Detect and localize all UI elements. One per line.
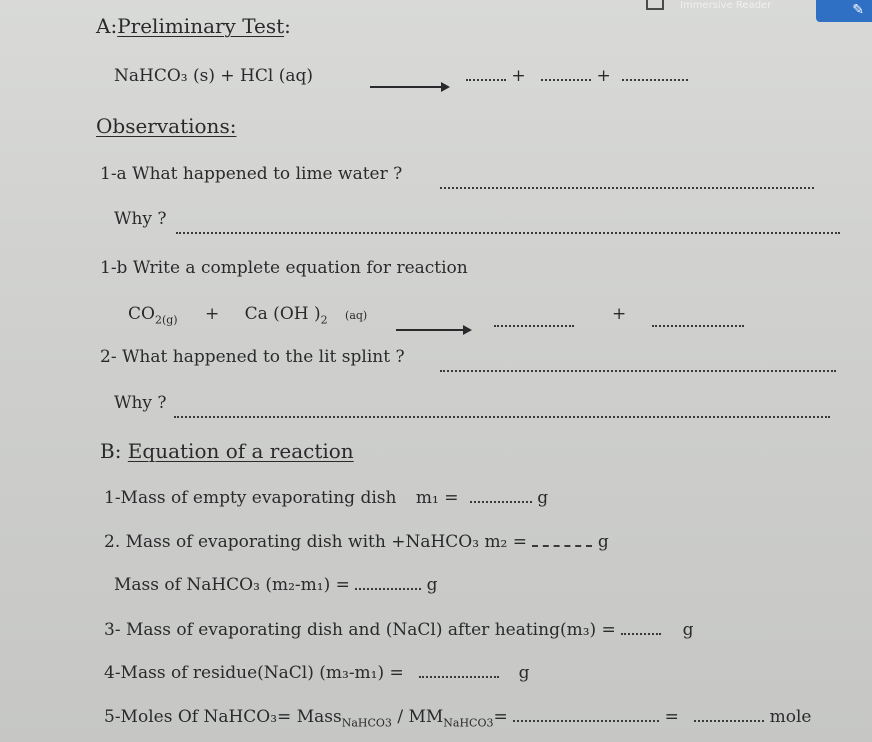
answer-line-2 [440,357,836,376]
mass-line-1 [104,488,548,508]
blank-m3 [621,623,661,635]
reaction-arrow-1b [396,319,470,338]
reaction-left: NaHCO₃ (s) + HCl (aq) [114,66,313,86]
mass-subscript: NaHCO3 [341,716,392,730]
co2-formula: CO [128,304,155,324]
mass-line-3-text: Mass of NaHCO₃ (m₂-m₁) = [114,575,350,595]
mass-line-4-text: 3- Mass of evaporating dish and (NaCl) after heating(m₃) = [104,620,616,640]
mass-line-1-text: 1-Mass of empty evaporating dish [104,488,397,508]
answer-line-1a [440,174,814,193]
moles-text-a: 5-Moles Of NaHCO₃= Mass [104,707,342,727]
m1-unit: g [537,488,549,508]
m3-unit: g [682,620,694,640]
m1-variable: m₁ = [415,488,459,508]
plus-2: + [596,66,611,86]
blank-product-1b-2 [652,312,744,331]
blank-product-2 [541,69,591,81]
immersive-reader-label[interactable]: Immersive Reader [680,0,772,10]
moles-text-b: / MM [391,707,444,727]
mass-nahco3-unit: g [426,575,438,595]
pen-button[interactable] [816,0,872,22]
answer-line-why-1 [176,219,840,238]
question-1a [100,164,402,184]
section-a-label: A: [96,14,118,38]
why-1: Why ? [114,209,167,229]
reaction-equation-a [114,66,313,86]
blank-residue [419,666,499,678]
mass-line-2-text: 2. Mass of evaporating dish with +NaHCO₃ m₂ = [104,532,528,552]
caoh2-formula: Ca (OH ) [244,304,321,324]
mass-line-5-text: 4-Mass of residue(NaCl) (m₃-m₁) = [104,663,404,683]
mass-line-4 [104,620,694,640]
co2-subscript: 2(g) [154,313,178,327]
section-a-title: Preliminary Test [117,14,285,38]
aq-state: (aq) [345,309,368,322]
reaction-products-a [466,66,688,86]
moles-unit: mole [769,707,812,727]
section-b-heading [100,439,354,463]
blank-moles-calc [513,710,659,722]
mm-subscript: NaHCO3 [443,716,494,730]
mass-line-3 [114,575,438,595]
section-b-label: B: [100,439,122,463]
why-2: Why ? [114,393,167,413]
plus-1b-2: + [612,304,627,324]
section-b-title: Equation of a reaction [127,439,354,463]
equation-1b [128,304,367,326]
reaction-arrow-a [370,76,448,95]
moles-equals-2: = [664,707,679,727]
pen-icon: ✎ [852,2,864,18]
blank-moles-result [694,710,764,722]
section-a-colon: : [284,14,291,38]
residue-unit: g [518,663,530,683]
mass-line-2 [104,532,609,552]
mass-line-5 [104,663,529,683]
blank-m1 [470,491,532,503]
blank-product-3 [622,69,688,81]
question-2: 2- What happened to the lit splint ? [100,347,405,367]
observations-heading: Observations: [96,114,237,138]
section-a-heading [96,14,291,38]
blank-product-1 [466,69,506,81]
question-1b: 1-b Write a complete equation for reaction [100,258,468,278]
plus-1b: + [204,304,220,324]
question-1a-text: 1-a What happened to lime water ? [100,164,403,184]
blank-m2 [532,535,592,547]
reader-icon[interactable] [646,0,664,10]
moles-equals-1: = [493,707,508,727]
m2-unit: g [597,532,609,552]
blank-product-1b-1 [494,312,574,331]
answer-line-why-2 [174,403,830,422]
plus-1: + [511,66,526,86]
caoh2-subscript: 2 [320,313,328,327]
blank-mass-nahco3 [355,578,421,590]
moles-line [104,707,811,729]
